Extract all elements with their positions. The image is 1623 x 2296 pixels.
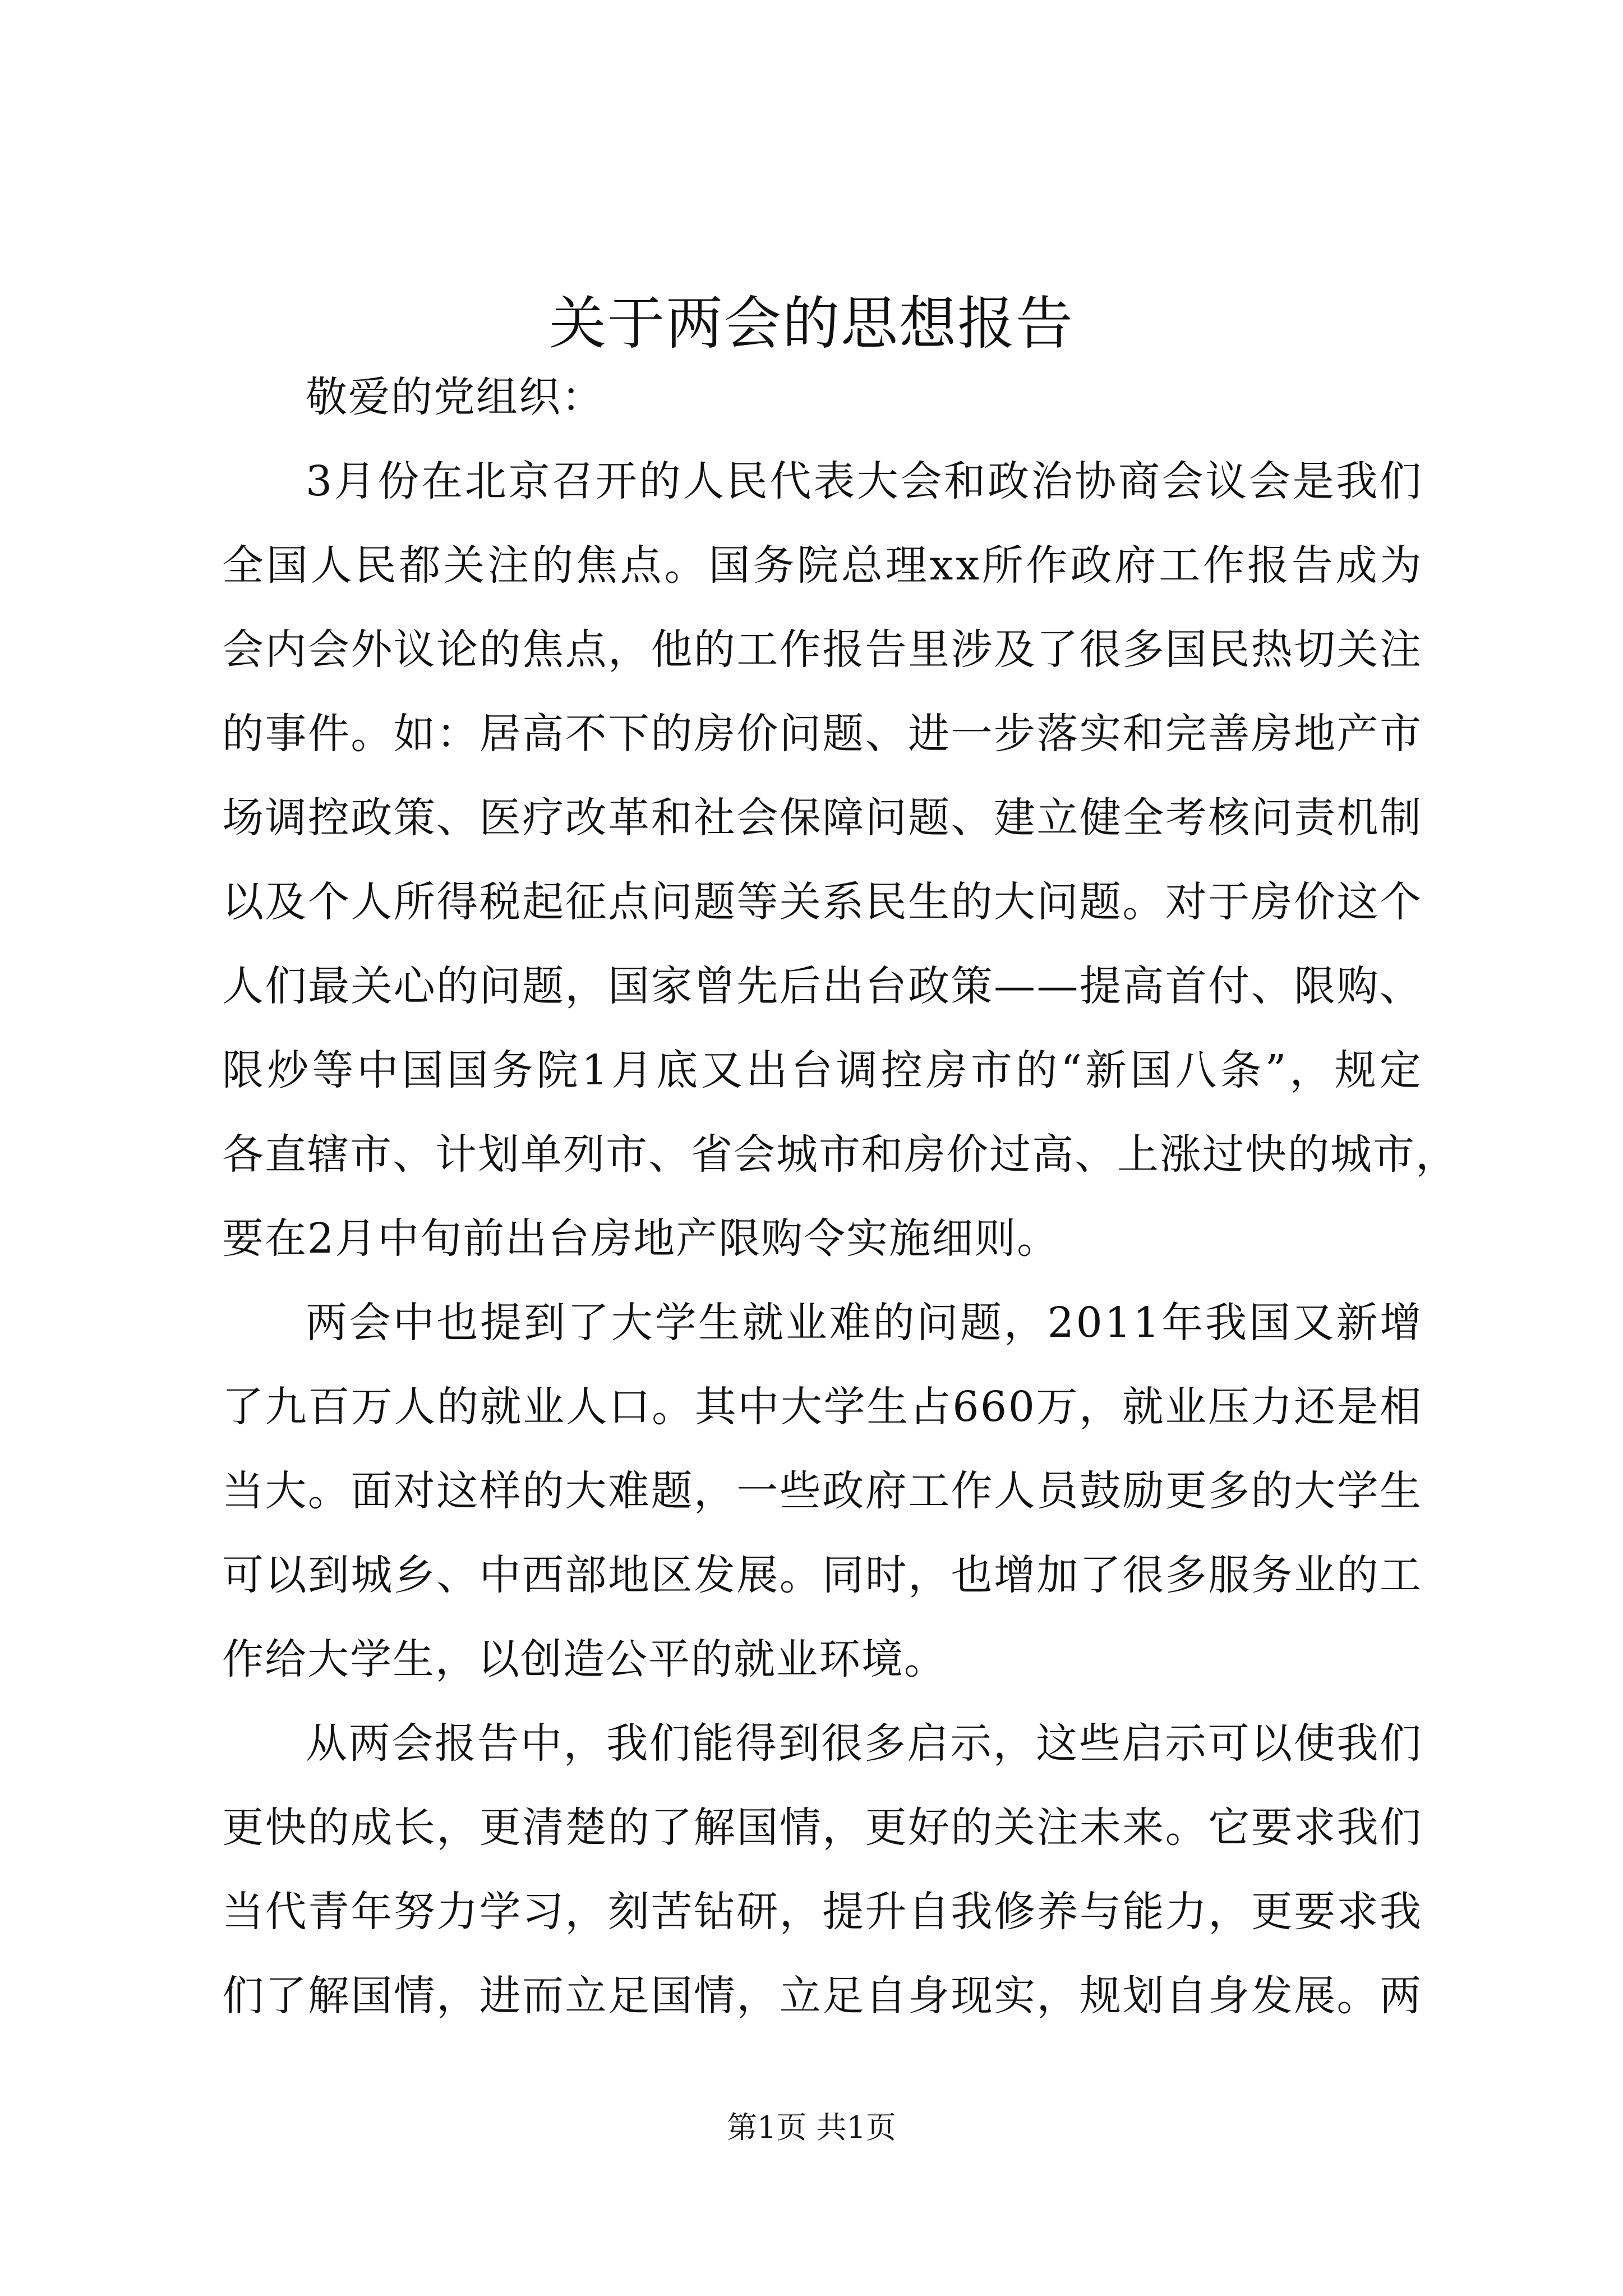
text-line: 们了解国情，进而立足国情，立足自身现实，规划自身发展。两	[222, 1972, 1423, 2020]
text-line: 要在2月中旬前出台房地产限购令实施细则。	[222, 1214, 1060, 1263]
document-title: 关于两会的思想报告	[549, 291, 1074, 357]
text-line: 的事件。如：居高不下的房价问题、进一步落实和完善房地产市	[222, 710, 1423, 758]
text-line: 会内会外议论的焦点，他的工作报告里涉及了很多国民热切关注	[222, 625, 1423, 674]
text-line: 3月份在北京召开的人民代表大会和政治协商会议会是我们	[306, 457, 1423, 505]
text-line: 了九百万人的就业人口。其中大学生占660万，就业压力还是相	[222, 1383, 1423, 1431]
text-line: 从两会报告中，我们能得到很多启示，这些启示可以使我们	[306, 1719, 1423, 1768]
text-line: 当大。面对这样的大难题，一些政府工作人员鼓励更多的大学生	[222, 1467, 1423, 1515]
text-line: 敬爱的党组织：	[306, 373, 604, 421]
text-line: 可以到城乡、中西部地区发展。同时，也增加了很多服务业的工	[222, 1551, 1423, 1599]
text-line: 限炒等中国国务院1月底又出台调控房市的“新国八条”，规定	[222, 1046, 1424, 1094]
page-footer: 第1页 共1页	[727, 2110, 896, 2145]
text-line: 场调控政策、医疗改革和社会保障问题、建立健全考核问责机制	[222, 794, 1423, 842]
text-line: 更快的成长，更清楚的了解国情，更好的关注未来。它要求我们	[222, 1803, 1423, 1852]
text-line: 人们最关心的问题，国家曾先后出台政策——提高首付、限购、	[222, 962, 1423, 1010]
text-line: 两会中也提到了大学生就业难的问题，2011年我国又新增	[306, 1299, 1424, 1347]
text-line: 当代青年努力学习，刻苦钻研，提升自我修养与能力，更要求我	[222, 1888, 1423, 1936]
text-line: 作给大学生，以创造公平的就业环境。	[222, 1635, 947, 1683]
text-line: 以及个人所得税起征点问题等关系民生的大问题。对于房价这个	[222, 878, 1423, 926]
text-line: 全国人民都关注的焦点。国务院总理xx所作政府工作报告成为	[222, 541, 1424, 590]
text-line: 各直辖市、计划单列市、省会城市和房价过高、上涨过快的城市，	[222, 1130, 1458, 1179]
